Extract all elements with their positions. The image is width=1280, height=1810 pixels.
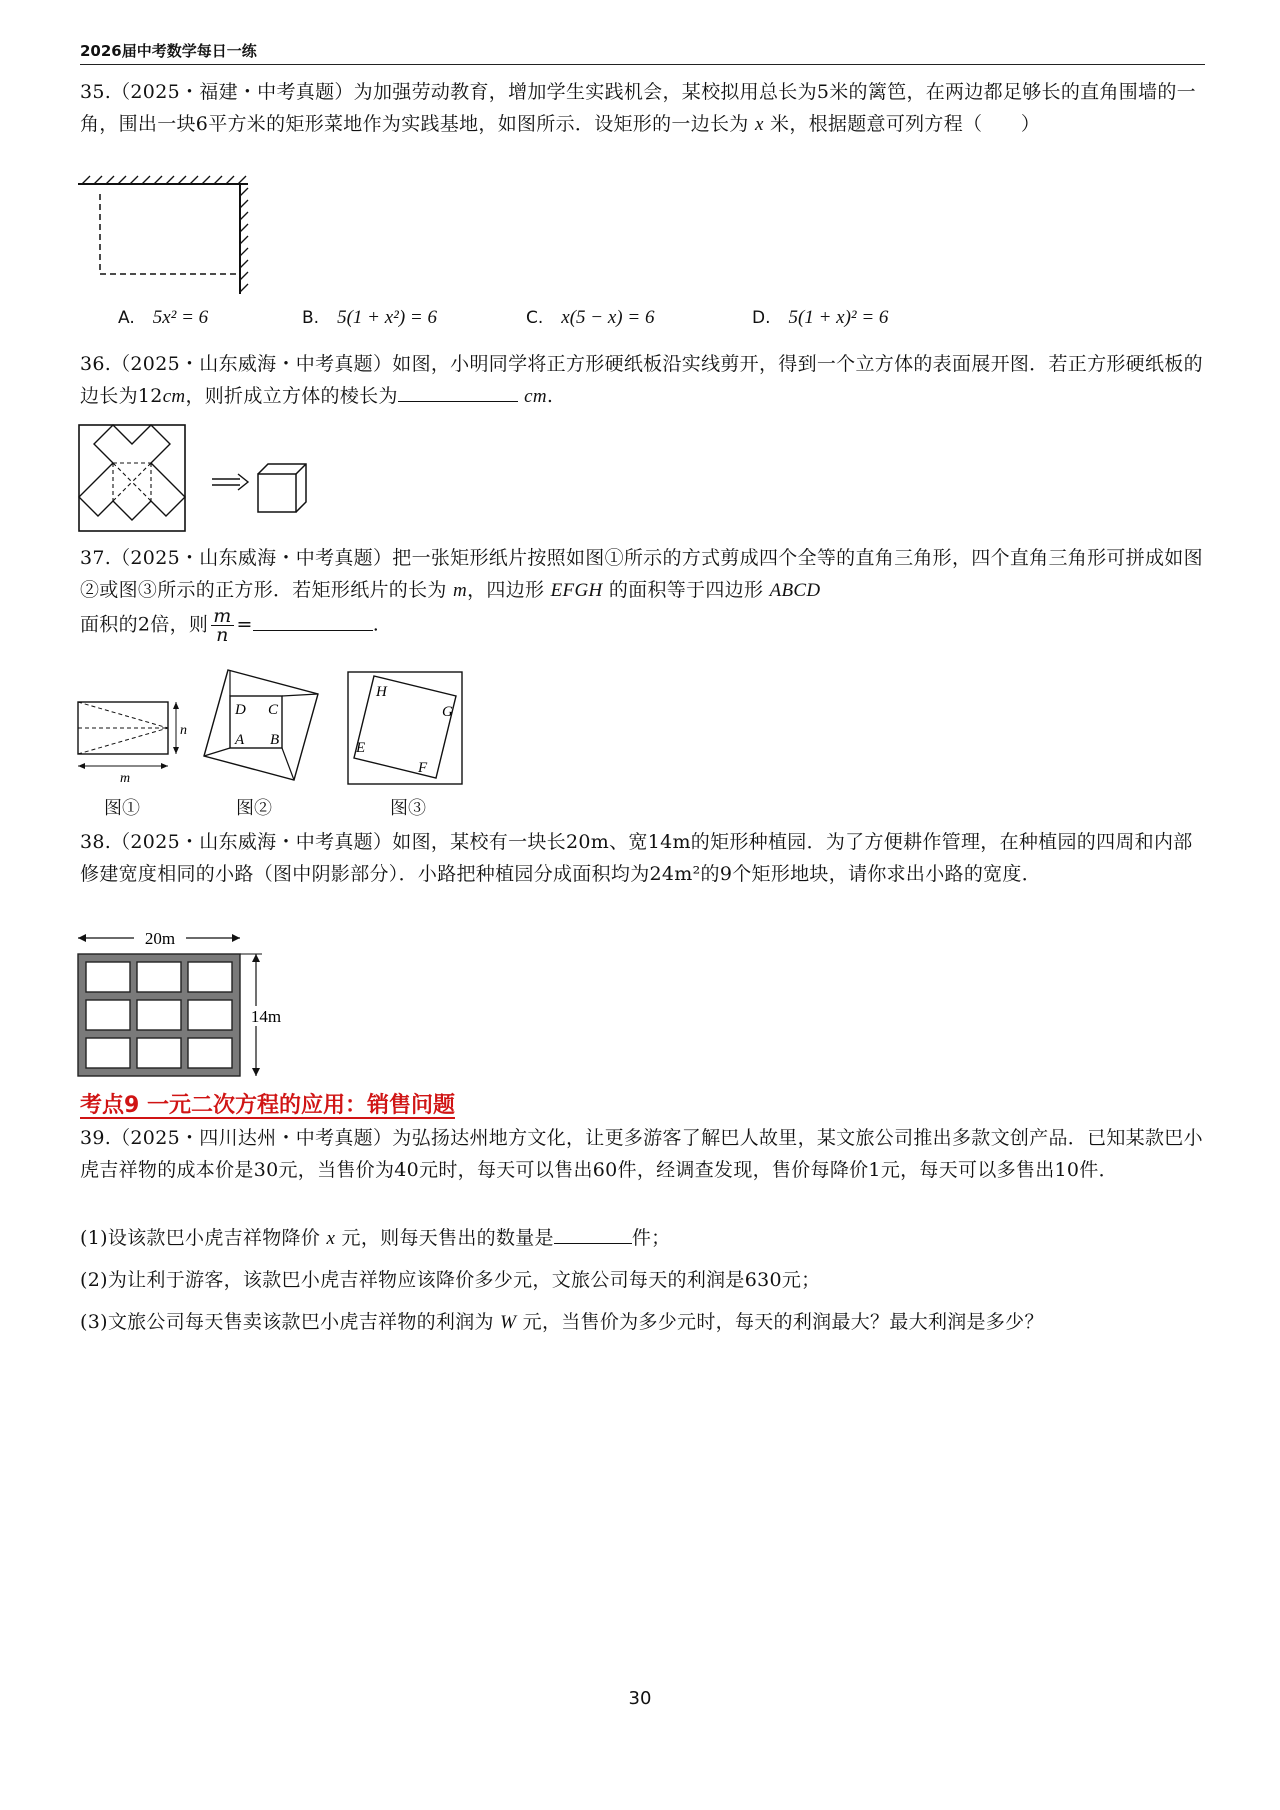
page-number: 30 bbox=[628, 1688, 652, 1709]
q36-unit: cm bbox=[162, 386, 186, 407]
fig2-d-label: D bbox=[235, 702, 246, 718]
q36-value: 12 bbox=[137, 385, 163, 407]
q37-text-part: 四边形 bbox=[486, 579, 545, 601]
option-key: D. bbox=[752, 308, 771, 328]
q39-s3-part: (3)文旅公司每天售卖该款巴小虎吉祥物的利润为 bbox=[80, 1311, 494, 1333]
q35-text-part: 35.（2025・福建・中考真题）为加强劳动教育，增加学生实践机会，某校拟用总长为5米的篱笆，在两边都足够长的直角围墙的一角，围出一块6平方米的矩形菜地作为实践基地，如图所示．设矩形的一边长为 bbox=[80, 81, 1196, 135]
q39-s3-var: W bbox=[500, 1312, 517, 1333]
q37-figure-1 bbox=[76, 696, 194, 796]
q38-figure bbox=[76, 930, 296, 1080]
fig3-f-label: F bbox=[418, 760, 428, 776]
q39-answer-blank[interactable] bbox=[554, 1223, 632, 1244]
option-key: C. bbox=[526, 308, 544, 328]
q38-text-part: 的9个矩形地块，请你求出小路的宽度． bbox=[700, 863, 1042, 885]
arrow-icon bbox=[212, 474, 248, 490]
header-divider bbox=[80, 64, 1205, 65]
fig3-caption: 图③ bbox=[390, 798, 426, 819]
q39-sub-2: (2)为让利于游客，该款巴小虎吉祥物应该降价多少元，文旅公司每天的利润是630元； bbox=[80, 1269, 821, 1291]
fig1-caption: 图① bbox=[104, 798, 140, 819]
question-38-text bbox=[80, 826, 1205, 890]
question-39-text: 39.（2025・四川达州・中考真题）为弘扬达州地方文化，让更多游客了解巴人故里，某文旅公司推出多款文创产品．已知某款巴小虎吉祥物的成本价是30元，当售价为40元时，每天可以售出60件，经调查发现，售价每降价1元，每天可以多售出10件． bbox=[80, 1127, 1203, 1181]
q38-text-part: 、宽 bbox=[609, 831, 648, 853]
q35-option-b[interactable] bbox=[302, 306, 437, 329]
q36-figure bbox=[78, 424, 318, 534]
q35-text-part: 米，根据题意可列方程（ ） bbox=[770, 113, 1041, 135]
q39-sub-3 bbox=[80, 1306, 1205, 1339]
q36-unit: cm bbox=[524, 386, 547, 407]
q36-text-part: . bbox=[546, 385, 554, 407]
q35-option-c[interactable] bbox=[526, 306, 654, 329]
q39-s1-part: (1)设该款巴小虎吉祥物降价 bbox=[80, 1227, 321, 1249]
q38-width-label: 14m bbox=[250, 1007, 282, 1026]
q37-fraction: $\frac{m}{n}$ bbox=[213, 605, 232, 646]
q37-abcd: ABCD bbox=[769, 580, 821, 601]
q35-option-a[interactable] bbox=[118, 306, 208, 329]
fig2-c-label: C bbox=[268, 702, 279, 718]
q38-area: 24m² bbox=[649, 863, 701, 885]
q38-text-part: 的矩形种植园．为了方便耕作管理，在种植园的四周和内部修建宽度相同的小路（图中阴影部分）．小路把种植园分成面积均为 bbox=[80, 831, 1193, 885]
q38-length: 20m bbox=[565, 831, 610, 853]
q35-figure bbox=[78, 176, 258, 296]
q37-m: m bbox=[453, 580, 468, 601]
q37-figure-3 bbox=[346, 670, 466, 786]
question-37-text bbox=[80, 542, 1205, 644]
option-expression: 5x² = 6 bbox=[152, 307, 209, 328]
q36-text-part: ，则折成立方体的棱长为 bbox=[185, 385, 398, 407]
fig1-n-label: n bbox=[180, 723, 187, 738]
cube-icon bbox=[258, 464, 306, 512]
q37-text-part: = bbox=[236, 613, 253, 636]
q36-answer-blank[interactable] bbox=[398, 381, 518, 402]
q35-variable: x bbox=[754, 114, 764, 135]
q39-s3-part: 元，当售价为多少元时，每天的利润最大？最大利润是多少？ bbox=[522, 1311, 1044, 1333]
q37-text-part: ， bbox=[467, 579, 487, 601]
q39-s1-var: x bbox=[326, 1228, 336, 1249]
q37-text-part: 的面积等于四边形 bbox=[608, 579, 764, 601]
q38-length-label: 20m bbox=[144, 929, 176, 948]
option-expression: x(5 − x) = 6 bbox=[561, 307, 655, 328]
question-36-text bbox=[80, 348, 1205, 413]
q35-option-d[interactable] bbox=[752, 306, 888, 329]
fig3-h-label: H bbox=[376, 684, 387, 700]
fig3-g-label: G bbox=[442, 704, 453, 720]
question-35-text bbox=[80, 76, 1205, 141]
option-key: B. bbox=[302, 308, 320, 328]
fig2-b-label: B bbox=[270, 732, 280, 748]
q39-sub-1 bbox=[80, 1222, 1205, 1255]
option-expression: 5(1 + x)² = 6 bbox=[788, 307, 889, 328]
q37-answer-blank[interactable] bbox=[253, 610, 373, 631]
q37-text-part: 37.（2025・山东威海・中考真题）把一张矩形纸片按照如图①所示的方式剪成四个全等的直角三角形，四个直角三角形可拼成如图②或图③所示的正方形．若矩形纸片的长为 bbox=[80, 547, 1203, 601]
q37-text-part: . bbox=[372, 613, 380, 636]
q39-s1-part: 件； bbox=[631, 1227, 671, 1249]
fig2-caption: 图② bbox=[236, 798, 272, 819]
q36-text-part: 36.（2025・山东威海・中考真题）如图，小明同学将正方形硬纸板沿实线剪开，得到一个立方体的表面展开图．若正方形硬纸板的边长为 bbox=[80, 353, 1203, 407]
q37-text-part: 面积的2倍，则 bbox=[80, 613, 209, 636]
q38-width: 14m bbox=[647, 831, 691, 853]
q37-efgh: EFGH bbox=[550, 580, 603, 601]
q37-figure-2 bbox=[200, 668, 322, 780]
fig2-a-label: A bbox=[235, 732, 245, 748]
fig1-m-label: m bbox=[120, 771, 131, 786]
fig3-e-label: E bbox=[356, 740, 366, 756]
section-title: 考点9 一元二次方程的应用：销售问题 bbox=[80, 1093, 455, 1118]
q39-s1-part: 元，则每天售出的数量是 bbox=[341, 1227, 554, 1249]
option-expression: 5(1 + x²) = 6 bbox=[337, 307, 438, 328]
option-key: A. bbox=[118, 308, 135, 328]
q38-text-part: 38.（2025・山东威海・中考真题）如图，某校有一块长 bbox=[80, 831, 566, 853]
document-header-title: 2026届中考数学每日一练 bbox=[80, 42, 257, 60]
